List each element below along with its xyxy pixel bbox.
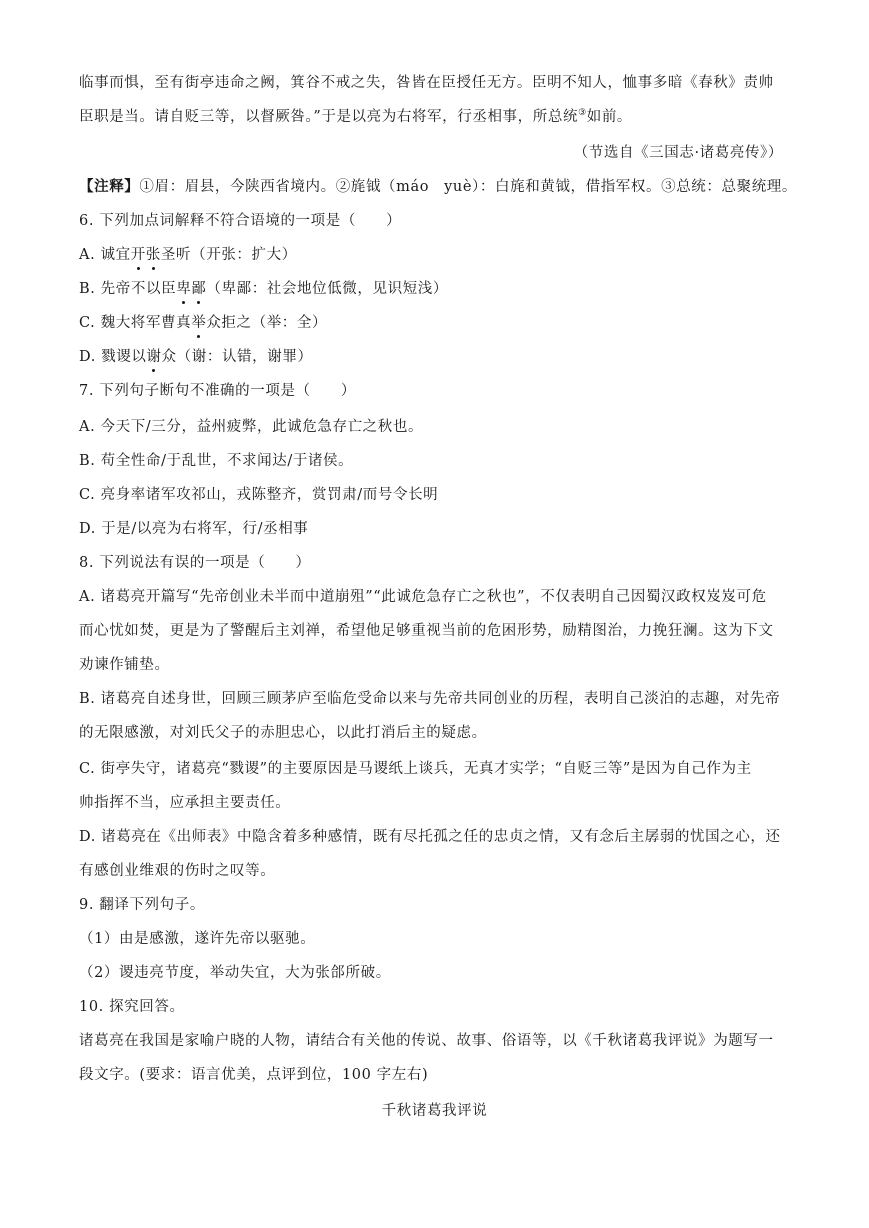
notes (79, 177, 797, 197)
q6-c-pre: C. 魏大将军曹真 (79, 315, 192, 331)
q7-option-b: B. 苟全性命/于乱世，不求闻达/于诸侯。 (79, 453, 354, 469)
notes-label: 【注释】 (79, 178, 140, 195)
q8-option-b-line-2: 的无限感激，对刘氏父子的赤胆忠心，以此打消后主的疑虑。 (79, 725, 487, 741)
q10-stem: 10. 探究回答。 (79, 999, 185, 1015)
q6-c-dotted-1: 举 (191, 315, 207, 331)
q6-b-dotted-2: 鄙 (191, 281, 207, 297)
q8-option-a-line-1: A. 诸葛亮开篇写“先帝创业未半而中道崩殂”“此诚危急存亡之秋也”，不仅表明自己因蜀汉政权岌岌可危 (79, 589, 767, 605)
q6-option-d (79, 347, 313, 367)
passage-line-2 (79, 107, 632, 127)
q6-a-post: 圣听（开张：扩大） (160, 247, 297, 263)
q7-stem: 7. 下列句子断句不准确的一项是（ ） (79, 383, 356, 399)
q8-option-a-line-2: 而心忧如焚，更是为了警醒后主刘禅，希望他足够重视当前的危困形势，励精图治，力挽狂澜。这为下文 (79, 623, 774, 639)
q10-prompt-line-2: 段文字。(要求：语言优美，点评到位，100 字左右) (79, 1067, 429, 1083)
passage-source: （节选自《三国志·诸葛亮传》） (573, 145, 783, 161)
q6-option-b (79, 279, 448, 299)
passage-line-1: 临事而惧，至有街亭违命之阙，箕谷不戒之失，咎皆在臣授任无方。臣明不知人，恤事多暗《春秋》责帅 (79, 75, 774, 91)
q9-sentence-1: （1）由是感激，遂许先帝以驱驰。 (79, 931, 316, 947)
q8-option-c-line-2: 帅指挥不当，应承担主要责任。 (79, 795, 291, 811)
q8-option-a-line-3: 劝谏作铺垫。 (79, 657, 170, 673)
q10-prompt-line-1: 诸葛亮在我国是家喻户晓的人物，请结合有关他的传说、故事、俗语等，以《千秋诸葛我评说》为题写一 (79, 1033, 774, 1049)
essay-title: 千秋诸葛我评说 (381, 1103, 488, 1119)
q8-option-b-line-1: B. 诸葛亮自述身世，回顾三顾茅庐至临危受命以来与先帝共同创业的历程，表明自己淡泊的志趣，对先帝 (79, 691, 781, 707)
q8-option-d-line-2: 有感创业维艰的伤时之叹等。 (79, 863, 276, 879)
q6-b-dotted-1: 卑 (176, 281, 192, 297)
passage-line-2-end: 如前。 (586, 109, 633, 125)
q7-option-c: C. 亮身率诸军攻祁山，戎陈整齐，赏罚肃/而号令长明 (79, 487, 439, 503)
q6-a-dotted-2: 张 (145, 247, 161, 263)
q8-option-c-line-1: C. 街亭失守，诸葛亮“戮谡”的主要原因是马谡纸上谈兵，无真才实学；“自贬三等”是因为自己作为主 (79, 761, 752, 777)
q6-b-post: （卑鄙：社会地位低微，见识短浅） (206, 281, 449, 297)
q6-a-pre: A. 诚宜 (79, 247, 131, 263)
passage-line-2-text: 臣职是当。请自贬三等，以督厥咎。”于是以亮为右将军，行丞相事，所总统 (79, 109, 579, 125)
q6-d-pre: D. 戮谡以 (79, 349, 147, 365)
q6-stem: 6. 下列加点词解释不符合语境的一项是（ ） (79, 213, 402, 229)
q6-d-post: 众（谢：认错，谢罪） (161, 349, 313, 365)
q6-option-c (79, 313, 327, 333)
q7-option-a: A. 今天下/三分，益州疲弊，此诚危急存亡之秋也。 (79, 419, 424, 435)
q9-sentence-2: （2）谡违亮节度，举动失宜，大为张郃所破。 (79, 965, 391, 981)
notes-text: ①眉：眉县，今陕西省境内。②旄钺（máo yuè）：白旄和黄钺，借指军权。③总统：总聚统理。 (139, 179, 797, 195)
q9-stem: 9. 翻译下列句子。 (79, 897, 205, 913)
q8-stem: 8. 下列说法有误的一项是（ ） (79, 555, 311, 571)
q6-d-dotted-1: 谢 (146, 349, 162, 365)
q6-option-a (79, 245, 297, 265)
q8-option-d-line-1: D. 诸葛亮在《出师表》中隐含着多种感情，既有尽托孤之任的忠贞之情，又有念后主孱弱的忧国之心，还 (79, 829, 781, 845)
q6-a-dotted-1: 开 (130, 247, 146, 263)
q6-c-post: 众拒之（举：全） (206, 315, 328, 331)
footnote-marker: ③ (578, 108, 587, 119)
q6-b-pre: B. 先帝不以臣 (79, 281, 177, 297)
q7-option-d: D. 于是/以亮为右将军，行/丞相事 (79, 521, 309, 537)
